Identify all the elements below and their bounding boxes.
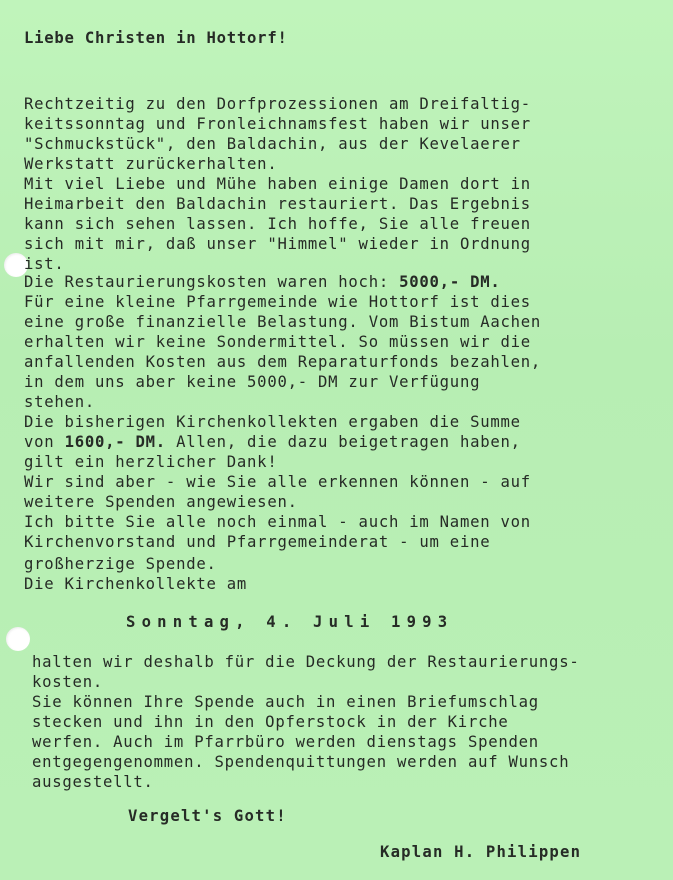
- text-line: großherzige Spende.: [24, 555, 217, 573]
- text-line: keitssonntag und Fronleichnamsfest haben wir unser: [24, 115, 531, 133]
- text-line: eine große finanzielle Belastung. Vom Bistum Aachen: [24, 313, 542, 331]
- text-line: erhalten wir keine Sondermittel. So müssen wir die: [24, 333, 531, 351]
- text-line: weitere Spenden angewiesen.: [24, 493, 298, 511]
- collect-line: [24, 432, 521, 452]
- text-line: Die Kirchenkollekte am: [24, 575, 248, 593]
- text-line: Sie können Ihre Spende auch in einen Briefumschlag: [32, 693, 539, 711]
- text-line: werfen. Auch im Pfarrbüro werden dienstags Spenden: [32, 733, 539, 751]
- text-line: Heimarbeit den Baldachin restauriert. Das Ergebnis: [24, 195, 531, 213]
- text-line: stehen.: [24, 393, 95, 411]
- text-line: Mit viel Liebe und Mühe haben einige Damen dort in: [24, 175, 531, 193]
- text-line: Ich bitte Sie alle noch einmal - auch im Namen von: [24, 513, 531, 531]
- text-line: Für eine kleine Pfarrgemeinde wie Hottorf ist dies: [24, 293, 531, 311]
- cost-line: [24, 272, 501, 292]
- collect-suffix: Allen, die dazu beigetragen haben,: [165, 433, 521, 451]
- closing: Vergelt's Gott!: [128, 807, 287, 825]
- text-line: Die bisherigen Kirchenkollekten ergaben die Summe: [24, 413, 521, 431]
- text-line: gilt ein herzlicher Dank!: [24, 453, 278, 471]
- collect-prefix: von: [24, 433, 65, 451]
- text-line: Rechtzeitig zu den Dorfprozessionen am Dreifaltig-: [24, 95, 531, 113]
- signature: Kaplan H. Philippen: [380, 843, 582, 861]
- text-line: Kirchenvorstand und Pfarrgemeinderat - um eine: [24, 533, 491, 551]
- collect-amount: 1600,- DM.: [64, 433, 166, 451]
- date-line: Sonntag, 4. Juli 1993: [126, 613, 454, 631]
- salutation: Liebe Christen in Hottorf!: [24, 29, 288, 47]
- text-line: kosten.: [32, 673, 103, 691]
- text-line: Werkstatt zurückerhalten.: [24, 155, 278, 173]
- text-line: in dem uns aber keine 5000,- DM zur Verfügung: [24, 373, 481, 391]
- text-line: entgegengenommen. Spendenquittungen werden auf Wunsch: [32, 753, 570, 771]
- text-line: Wir sind aber - wie Sie alle erkennen können - auf: [24, 473, 531, 491]
- text-line: stecken und ihn in den Opferstock in der Kirche: [32, 713, 509, 731]
- cost-line-text: Die Restaurierungskosten waren hoch:: [24, 273, 400, 291]
- text-line: halten wir deshalb für die Deckung der Restaurierungs-: [32, 653, 580, 671]
- punch-hole: [6, 627, 30, 651]
- text-line: anfallenden Kosten aus dem Reparaturfonds bezahlen,: [24, 353, 542, 371]
- text-line: ist.: [24, 255, 65, 273]
- cost-amount: 5000,- DM.: [399, 273, 501, 291]
- text-line: ausgestellt.: [32, 773, 154, 791]
- text-line: kann sich sehen lassen. Ich hoffe, Sie alle freuen: [24, 215, 531, 233]
- text-line: "Schmuckstück", den Baldachin, aus der Kevelaerer: [24, 135, 521, 153]
- text-line: sich mit mir, daß unser "Himmel" wieder in Ordnung: [24, 235, 531, 253]
